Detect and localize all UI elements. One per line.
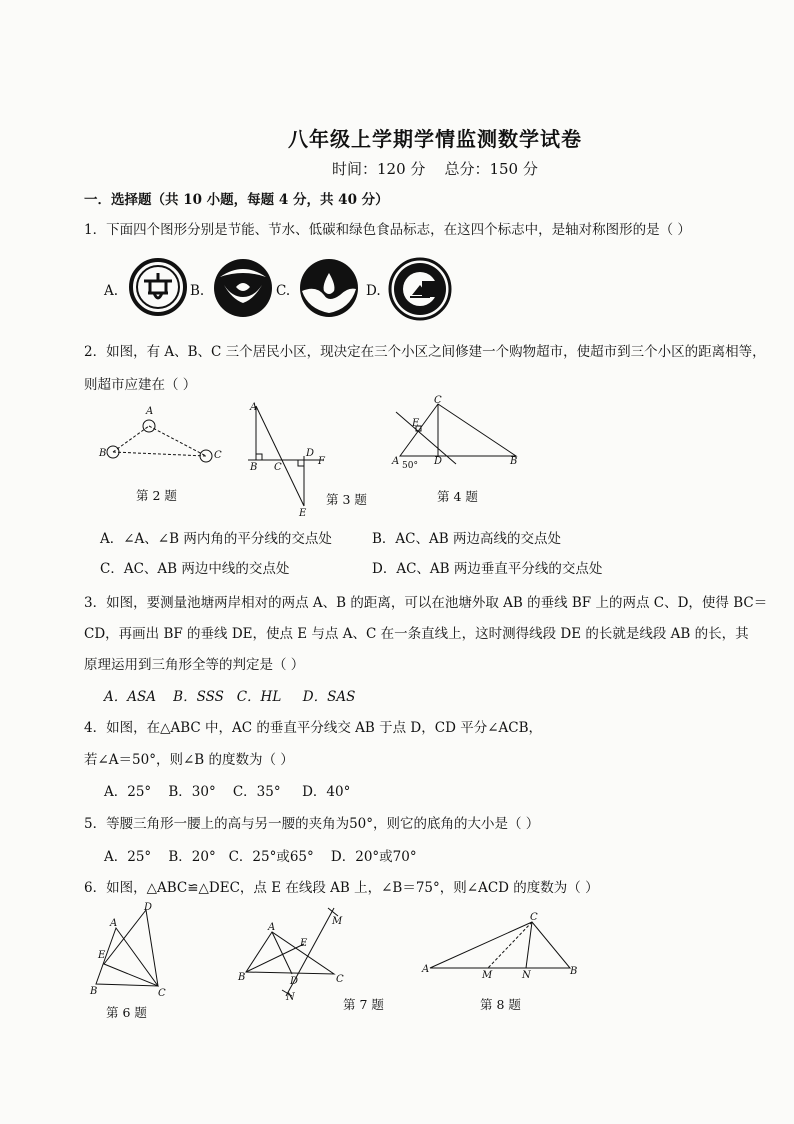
svg-text:D: D: [290, 976, 299, 987]
question-4-line2: 若∠A＝50°，则∠B 的度数为（ ）: [84, 752, 294, 768]
svg-text:B: B: [510, 456, 518, 467]
svg-text:C: C: [336, 974, 344, 985]
figure-7: [232, 904, 362, 1003]
page-title: 八年级上学期学情监测数学试卷: [288, 127, 582, 151]
question-3-line3: 原理运用到三角形全等的判定是（ ）: [84, 657, 305, 673]
svg-text:D: D: [306, 448, 315, 459]
svg-text:C: C: [274, 462, 282, 473]
figure-3-caption: 第 3 题: [326, 492, 367, 507]
q2-option-a: A．∠A、∠B 两内角的平分线的交点处: [100, 531, 332, 547]
figure-4: [388, 395, 528, 471]
svg-text:A: A: [110, 918, 118, 929]
question-3-options: A．ASA B．SSS C．HL D．SAS: [104, 689, 356, 705]
svg-text:F: F: [318, 456, 325, 467]
figure-8-caption: 第 8 题: [480, 997, 521, 1012]
svg-text:E: E: [412, 418, 420, 429]
svg-text:E: E: [98, 950, 106, 961]
exam-info: 时间：120 分 总分：150 分: [332, 160, 538, 178]
svg-text:B: B: [570, 966, 578, 977]
svg-text:D: D: [434, 456, 443, 467]
question-2-line1: 2．如图，有 A、B、C 三个居民小区，现决定在三个小区之间修建一个购物超市，使超市到三个小区的距离相等，: [84, 344, 766, 360]
svg-text:B: B: [250, 462, 258, 473]
svg-text:N: N: [522, 970, 531, 981]
svg-text:A: A: [268, 922, 276, 933]
svg-text:B: B: [238, 972, 246, 983]
question-4-line1: 4．如图，在△ABC 中，AC 的垂直平分线交 AB 于点 D，CD 平分∠ACB，: [84, 720, 543, 736]
q2-option-b: B．AC、AB 两边高线的交点处: [372, 531, 561, 547]
figure-8: [420, 912, 580, 982]
svg-text:A: A: [250, 402, 258, 413]
question-5-options: A．25° B．20° C．25°或65° D．20°或70°: [104, 849, 417, 865]
question-4-options: A．25° B．30° C．35° D．40°: [104, 784, 351, 800]
svg-text:C: C: [530, 912, 538, 923]
low-carbon-logo: [298, 257, 360, 319]
figure-2-caption: 第 2 题: [136, 488, 177, 503]
svg-text:C: C: [214, 450, 222, 461]
svg-text:C: C: [434, 395, 442, 406]
svg-text:M: M: [332, 916, 343, 927]
energy-saving-logo: [128, 257, 188, 317]
svg-text:E: E: [300, 938, 308, 949]
q1-option-c-label: C.: [276, 283, 291, 299]
section-heading: 一．选择题（共 10 小题，每题 4 分，共 40 分）: [84, 192, 389, 208]
q1-option-a-label: A.: [104, 283, 119, 299]
figure-2: [96, 404, 236, 474]
svg-text:N: N: [286, 992, 295, 1003]
svg-text:C: C: [158, 988, 166, 999]
figure-7-caption: 第 7 题: [343, 997, 384, 1012]
question-2-line2: 则超市应建在（ ）: [84, 377, 197, 393]
question-6-stem: 6．如图，△ABC≌△DEC，点 E 在线段 AB 上，∠B＝75°，则∠ACD 的度数为（ ）: [84, 880, 599, 896]
q1-option-d-label: D.: [366, 283, 381, 299]
question-3-line1: 3．如图，要测量池塘两岸相对的两点 A、B 的距离，可以在池塘外取 AB 的垂线 BF 上的两点 C、D，使得 BC＝: [84, 595, 768, 611]
svg-text:A: A: [146, 406, 154, 417]
svg-text:M: M: [482, 970, 493, 981]
figure-4-angle-label: 50°: [402, 461, 418, 471]
svg-text:D: D: [144, 902, 153, 913]
question-5-stem: 5．等腰三角形一腰上的高与另一腰的夹角为50°，则它的底角的大小是（ ）: [84, 816, 540, 832]
question-1-stem: 1．下面四个图形分别是节能、节水、低碳和绿色食品标志，在这四个标志中，是轴对称图形的是（ ）: [84, 222, 691, 238]
question-3-line2: CD，再画出 BF 的垂线 DE，使点 E 与点 A、C 在一条直线上，这时测得线段 DE 的长就是线段 AB 的长，其: [84, 626, 749, 642]
figure-3: [244, 398, 334, 519]
figure-6-caption: 第 6 题: [106, 1005, 147, 1020]
figure-4-caption: 第 4 题: [437, 489, 478, 504]
q2-option-c: C．AC、AB 两边中线的交点处: [100, 561, 290, 577]
q1-option-b-label: B.: [190, 283, 205, 299]
svg-text:B: B: [99, 448, 107, 459]
svg-text:E: E: [299, 508, 307, 519]
green-food-logo: [388, 257, 452, 321]
svg-text:A: A: [392, 456, 400, 467]
svg-text:A: A: [422, 964, 430, 975]
water-saving-logo: [212, 257, 274, 319]
q2-option-d: D．AC、AB 两边垂直平分线的交点处: [372, 561, 603, 577]
figure-6: [88, 902, 178, 999]
svg-text:B: B: [90, 986, 98, 997]
